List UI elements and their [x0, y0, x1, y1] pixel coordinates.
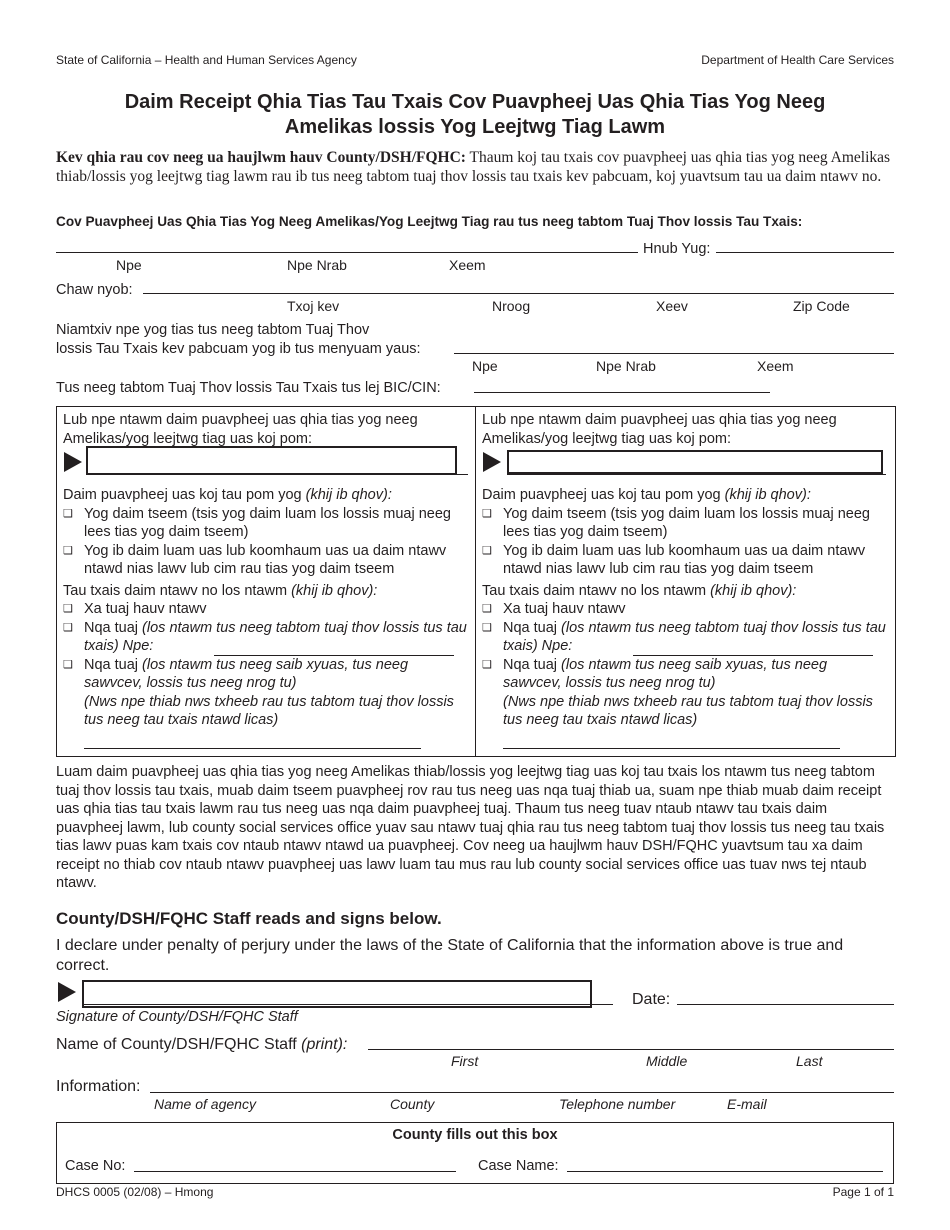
from-label-text: Tau txais daim ntawv no los ntawm	[63, 582, 292, 599]
staff-name-hint: (print):	[301, 1036, 348, 1053]
from-option-mail[interactable]	[63, 600, 468, 619]
first-name-caption: Npe	[116, 257, 142, 273]
case-name-label: Case Name:	[478, 1158, 559, 1174]
arrow-right-icon	[483, 452, 501, 472]
middle-caption: Middle	[646, 1053, 688, 1069]
from-option-representative[interactable]	[482, 656, 887, 730]
from-hint: (khij ib qhov):	[291, 582, 378, 599]
case-no-label: Case No:	[65, 1158, 126, 1174]
last-caption: Last	[796, 1053, 823, 1069]
case-no-field[interactable]	[134, 1171, 456, 1172]
option-text-c: (Nws npe thiab nws txheeb rau tus tabtom tuaj thov lossis tus neeg tau txais ntawd licas)	[84, 693, 454, 728]
intro-paragraph	[56, 148, 896, 186]
seen-label-text: Daim puavpheej uas koj tau pom yog	[482, 487, 725, 503]
from-option-applicant[interactable]	[63, 619, 468, 656]
option-text-a: Nqa tuaj	[84, 619, 143, 636]
case-name-field[interactable]	[567, 1171, 883, 1172]
state-caption: Xeev	[656, 298, 688, 314]
guardian-middle-caption: Npe Nrab	[596, 358, 656, 374]
middle-name-caption: Npe Nrab	[287, 257, 347, 273]
dob-label: Hnub Yug:	[643, 241, 711, 257]
seen-option-original[interactable]	[63, 505, 468, 542]
perjury-declaration: I declare under penalty of perjury under the laws of the State of California that the information above is true and correct.	[56, 937, 844, 974]
document-name-input-1[interactable]	[86, 446, 457, 475]
option-text	[503, 619, 887, 656]
dob-field[interactable]	[716, 252, 894, 253]
department-header: Department of Health Care Services	[701, 53, 894, 67]
seen-option-certified-copy[interactable]	[63, 542, 468, 579]
last-name-caption: Xeem	[449, 257, 486, 273]
page-number: Page 1 of 1	[832, 1185, 894, 1199]
form-title-line2: Amelikas lossis Yog Leejtwg Tiag Lawm	[284, 116, 666, 138]
option-text	[84, 619, 468, 656]
option-text: Xa tuaj hauv ntawv	[503, 601, 626, 617]
option-text-b: (los ntawm tus neeg tabtom tuaj thov lossis tus tau txais) Npe:	[503, 619, 886, 654]
option-text-a: Nqa tuaj	[84, 656, 143, 673]
seen-option-original[interactable]	[482, 505, 887, 542]
zip-caption: Zip Code	[793, 298, 850, 314]
seen-label	[63, 486, 468, 505]
guardian-name-field[interactable]	[454, 353, 894, 354]
doc-label-line2: Amelikas/yog leejtwg tiag uas koj pom:	[482, 430, 732, 447]
bic-cin-label: Tus neeg tabtom Tuaj Thov lossis Tau Txais tus lej BIC/CIN:	[56, 380, 441, 396]
arrow-right-icon	[58, 982, 76, 1002]
information-label: Information:	[56, 1078, 141, 1095]
address-label: Chaw nyob:	[56, 282, 133, 298]
checkbox-icon[interactable]: ❑	[482, 603, 492, 615]
signature-caption: Signature of County/DSH/FQHC Staff	[56, 1009, 298, 1025]
doc-label-line1: Lub npe ntawm daim puavpheej uas qhia tias yog neeg	[63, 412, 418, 428]
guardian-last-caption: Xeem	[757, 358, 794, 374]
option-text: Xa tuaj hauv ntawv	[84, 601, 207, 617]
information-field[interactable]	[150, 1092, 894, 1093]
seen-hint: (khij ib qhov):	[305, 487, 392, 503]
guardian-label-line1: Niamtxiv npe yog tias tus neeg tabtom Tuaj Thov	[56, 322, 370, 338]
intro-bold: Kev qhia rau cov neeg ua haujlwm hauv County/DSH/FQHC:	[56, 149, 466, 166]
document-name-input-2[interactable]	[507, 450, 883, 474]
option-text-a: Nqa tuaj	[503, 619, 562, 636]
documents-divider	[475, 406, 476, 756]
from-option-applicant[interactable]	[482, 619, 887, 656]
from-option-mail[interactable]	[482, 600, 887, 619]
guardian-label-line2: lossis Tau Txais kev pabcuam yog ib tus menyuam yaus:	[56, 341, 421, 357]
from-label-text: Tau txais daim ntawv no los ntawm	[482, 582, 711, 599]
date-field[interactable]	[677, 1004, 894, 1005]
city-caption: Nroog	[492, 298, 531, 314]
option-text: Yog daim tseem (tsis yog daim luam los lossis muaj neeg lees tias yog daim tseem)	[84, 505, 451, 540]
date-label: Date:	[632, 991, 671, 1008]
form-number: DHCS 0005 (02/08) – Hmong	[56, 1185, 214, 1199]
seen-hint: (khij ib qhov):	[724, 487, 811, 503]
signature-underline	[82, 1004, 613, 1005]
option-text-c: (Nws npe thiab nws txheeb rau tus tabtom tuaj thov lossis tus neeg tau txais ntawd licas)	[503, 693, 873, 728]
staff-name-label	[56, 1036, 347, 1054]
checkbox-icon[interactable]: ❑	[482, 507, 492, 520]
checkbox-icon[interactable]: ❑	[63, 658, 73, 671]
county-caption: County	[390, 1096, 435, 1112]
checkbox-icon[interactable]: ❑	[63, 544, 73, 557]
street-caption: Txoj kev	[287, 298, 340, 314]
staff-name-label-text: Name of County/DSH/FQHC Staff	[56, 1036, 302, 1053]
option-text-b: (los ntawm tus neeg saib xyuas, tus neeg sawvcev, lossis tus neeg nrog tu)	[503, 656, 828, 691]
seen-option-certified-copy[interactable]	[482, 542, 887, 579]
checkbox-icon[interactable]: ❑	[63, 621, 73, 634]
checkbox-icon[interactable]: ❑	[482, 621, 492, 634]
document-name-underline-1	[86, 474, 468, 475]
from-option-representative[interactable]	[63, 656, 468, 730]
checkbox-icon[interactable]: ❑	[63, 603, 73, 615]
intro-text: Thaum koj tau txais cov puavpheej uas qhia tias yog neeg Amelikas thiab/lossis yog leejtwg tiag lawm rau ib tus neeg tabtom tuaj thov lossis tau txais kev pabcuam, koj yuavtsum tau ua daim ntawv no.	[56, 149, 891, 185]
representative-field-2[interactable]	[503, 748, 840, 749]
from-label	[482, 582, 887, 601]
agency-caption: Name of agency	[154, 1096, 256, 1112]
agency-header: State of California – Health and Human Services Agency	[56, 53, 357, 67]
email-caption: E-mail	[727, 1096, 767, 1112]
telephone-caption: Telephone number	[559, 1096, 676, 1112]
staff-name-field[interactable]	[368, 1049, 894, 1050]
form-title	[56, 90, 894, 140]
bic-cin-field[interactable]	[474, 392, 770, 393]
section-heading: Cov Puavpheej Uas Qhia Tias Yog Neeg Amelikas/Yog Leejtwg Tiag rau tus neeg tabtom Tuaj Thov lossis Tau Txais:	[56, 214, 803, 229]
document-column-2	[482, 411, 887, 448]
address-field[interactable]	[143, 293, 894, 294]
document-options-1	[63, 486, 468, 730]
checkbox-icon[interactable]: ❑	[482, 544, 492, 557]
option-text: Yog ib daim luam uas lub koomhaum uas ua daim ntawv ntawd nias lawv lub cim rau tias yog daim tseem	[503, 542, 866, 577]
option-text-b: (los ntawm tus neeg saib xyuas, tus neeg sawvcev, lossis tus neeg nrog tu)	[84, 656, 409, 691]
checkbox-icon[interactable]: ❑	[63, 507, 73, 520]
form-title-line1: Daim Receipt Qhia Tias Tau Txais Cov Puavpheej Uas Qhia Tias Yog Neeg	[124, 91, 826, 113]
applicant-name-field-1[interactable]	[214, 655, 454, 656]
arrow-right-icon	[64, 452, 82, 472]
option-text	[84, 656, 468, 730]
document-options-2	[482, 486, 887, 730]
seen-label	[482, 486, 887, 505]
doc-label-line1: Lub npe ntawm daim puavpheej uas qhia tias yog neeg	[482, 412, 837, 428]
document-column-1	[63, 411, 468, 448]
option-text-b: (los ntawm tus neeg tabtom tuaj thov lossis tus tau txais) Npe:	[84, 619, 467, 654]
document-name-underline-2	[507, 474, 886, 475]
instructions-paragraph: Luam daim puavpheej uas qhia tias yog neeg Amelikas thiab/lossis yog leejtwg tiag uas koj tau txais los ntawm tus neeg tabtom tuaj thov lossis tau txais, muab daim tseem puavpheej rov rau tus neeg uas nqa tuaj thiab ua, suam npe thiab muab daim receipt uas qhia tias tau txais lawm rau tus neeg uas nqa daim puavpheej tuaj. Thaum tus neeg tuav ntaub ntawv tau txais daim puavpheej lawm, lub county social services office yuav sau ntawv tuaj qhia rau tus neeg tabtom tuaj thov lossis tus neeg tau txais tias lawv puas kam txais cov ntaub ntawv ntawd ua puavpheej. Cov neeg ua haujlwm hauv DSH/FQHC yuavtsum tau xa daim receipt no thiab cov ntaub ntawv puavpheej uas lawv luam tau mus rau lub county social services office uas tuav nws tej ntaub ntawv.	[56, 764, 885, 891]
seen-label-text: Daim puavpheej uas koj tau pom yog	[63, 487, 306, 503]
representative-field-1[interactable]	[84, 748, 421, 749]
staff-heading: County/DSH/FQHC Staff reads and signs below.	[56, 909, 442, 928]
checkbox-icon[interactable]: ❑	[482, 658, 492, 671]
option-text-a: Nqa tuaj	[503, 656, 562, 673]
applicant-name-field[interactable]	[56, 252, 638, 253]
first-caption: First	[451, 1053, 479, 1069]
option-text	[503, 656, 887, 730]
county-box-title: County fills out this box	[392, 1127, 558, 1143]
option-text: Yog daim tseem (tsis yog daim luam los lossis muaj neeg lees tias yog daim tseem)	[503, 505, 870, 540]
from-label	[63, 582, 468, 601]
guardian-first-caption: Npe	[472, 358, 498, 374]
doc-label-line2: Amelikas/yog leejtwg tiag uas koj pom:	[63, 430, 313, 447]
applicant-name-field-2[interactable]	[633, 655, 873, 656]
option-text: Yog ib daim luam uas lub koomhaum uas ua daim ntawv ntawd nias lawv lub cim rau tias yog daim tseem	[84, 542, 447, 577]
from-hint: (khij ib qhov):	[710, 582, 797, 599]
